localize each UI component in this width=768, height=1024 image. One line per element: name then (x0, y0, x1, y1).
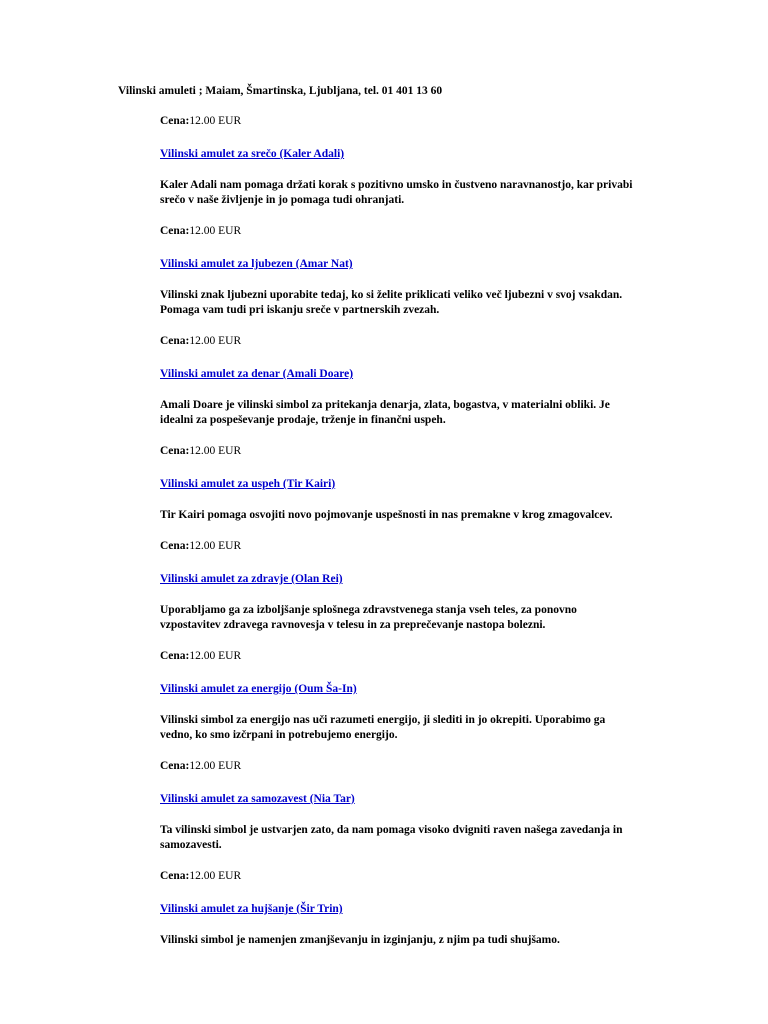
price-line (160, 114, 640, 128)
price-value: 12.00 EUR (189, 870, 242, 882)
price-line (160, 539, 640, 553)
price-value: 12.00 EUR (189, 115, 242, 127)
product-description: Tir Kairi pomaga osvojiti novo pojmovanje uspešnosti in nas premakne v krog zmagovalcev. (160, 509, 613, 521)
price-value: 12.00 EUR (189, 445, 242, 457)
product-link[interactable]: Vilinski amulet za ljubezen (Amar Nat) (160, 258, 353, 270)
product-description: Vilinski simbol je namenjen zmanjševanju in izginjanju, z njim pa tudi shujšamo. (160, 934, 560, 946)
product-description: Uporabljamo ga za izboljšanje splošnega zdravstvenega stanja vseh teles, za ponovno vzpostavitev zdravega ravnovesja v telesu in za preprečevanje nastopa bolezni. (160, 604, 577, 631)
product-description: Vilinski znak ljubezni uporabite tedaj, ko si želite priklicati veliko več ljubezni v svoj vsakdan. Pomaga vam tudi pri iskanju sreče v partnerskih zvezah. (160, 289, 623, 316)
price-label: Cena: (160, 760, 190, 772)
product-link[interactable]: Vilinski amulet za denar (Amali Doare) (160, 368, 354, 380)
price-line (160, 444, 640, 458)
price-label: Cena: (160, 650, 190, 662)
product-link[interactable]: Vilinski amulet za zdravje (Olan Rei) (160, 573, 343, 585)
price-line (160, 759, 640, 773)
product-link[interactable]: Vilinski amulet za uspeh (Tir Kairi) (160, 478, 336, 490)
product-description: Amali Doare je vilinski simbol za pritekanja denarja, zlata, bogastva, v materialni obliki. Je idealni za pospeševanje prodaje, trženje in finančni uspeh. (160, 399, 610, 426)
product-link[interactable]: Vilinski amulet za energijo (Oum Ša-In) (160, 683, 357, 695)
price-value: 12.00 EUR (189, 335, 242, 347)
product-description: Kaler Adali nam pomaga držati korak s pozitivno umsko in čustveno naravnanostjo, kar privabi srečo v naše življenje in jo pomaga tudi ohranjati. (160, 179, 633, 206)
price-label: Cena: (160, 540, 190, 552)
product-description: Vilinski simbol za energijo nas uči razumeti energijo, ji slediti in jo okrepiti. Uporabimo ga vedno, ko smo izčrpani in potrebujemo energijo. (160, 714, 606, 741)
price-line (160, 649, 640, 663)
price-value: 12.00 EUR (189, 540, 242, 552)
price-value: 12.00 EUR (189, 760, 242, 772)
price-line (160, 869, 640, 883)
price-value: 12.00 EUR (189, 650, 242, 662)
price-value: 12.00 EUR (189, 225, 242, 237)
amulet-list (160, 114, 640, 948)
price-label: Cena: (160, 225, 190, 237)
price-line (160, 334, 640, 348)
product-link[interactable]: Vilinski amulet za samozavest (Nia Tar) (160, 793, 355, 805)
product-link[interactable]: Vilinski amulet za srečo (Kaler Adali) (160, 148, 345, 160)
document-header: Vilinski amuleti ; Maiam, Šmartinska, Ljubljana, tel. 01 401 13 60 (118, 85, 443, 97)
price-line (160, 224, 640, 238)
price-label: Cena: (160, 115, 190, 127)
price-label: Cena: (160, 445, 190, 457)
price-label: Cena: (160, 335, 190, 347)
product-link[interactable]: Vilinski amulet za hujšanje (Šir Trin) (160, 903, 343, 915)
product-description: Ta vilinski simbol je ustvarjen zato, da nam pomaga visoko dvigniti raven našega zavedanja in samozavesti. (160, 824, 623, 851)
price-label: Cena: (160, 870, 190, 882)
